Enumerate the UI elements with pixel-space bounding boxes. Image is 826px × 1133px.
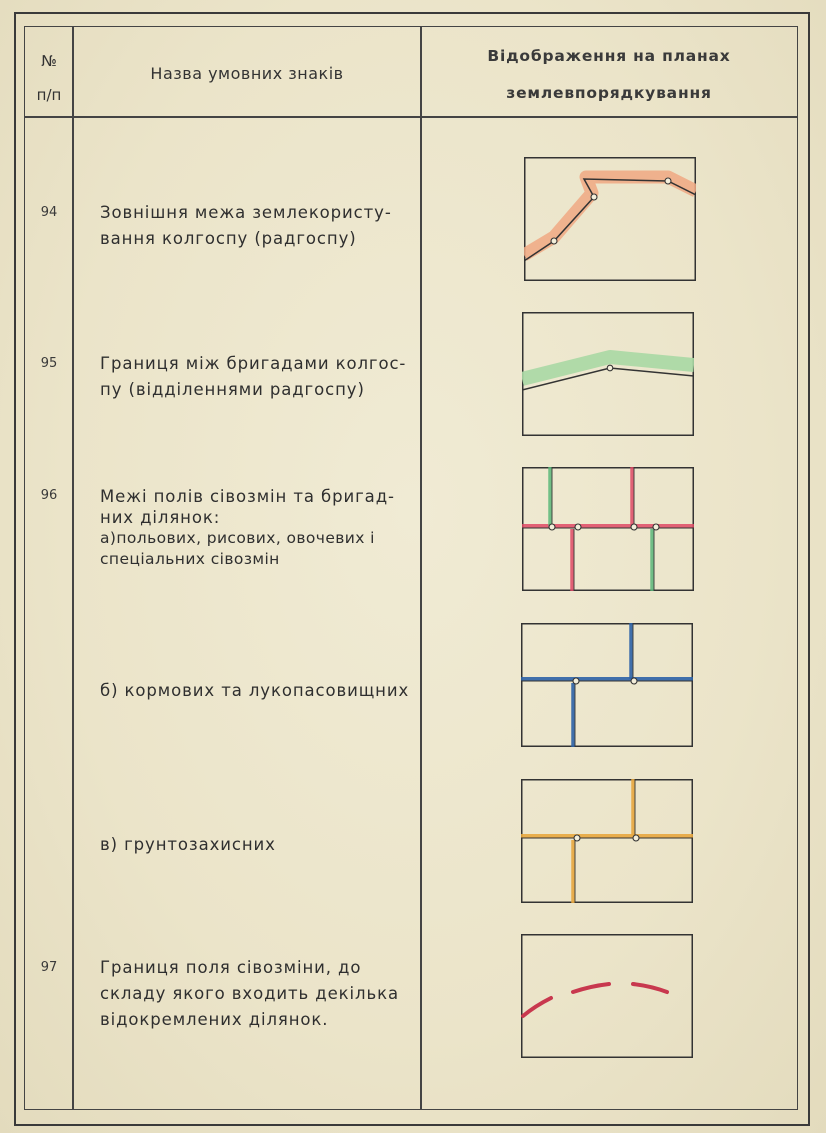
header-number: [26, 44, 72, 112]
row-number-96: 96: [40, 488, 58, 503]
row-text-94: [100, 200, 422, 252]
row-number-95: 95: [40, 356, 58, 371]
row-text-line: б) кормових та лукопасовищних: [100, 681, 410, 700]
row-text-line: складу якого входить декілька: [100, 984, 399, 1003]
row-number-97: 97: [40, 960, 58, 975]
row-text-line: Границя поля сівозміни, до: [100, 958, 362, 977]
row-text-line: спеціальних сівозмін: [100, 550, 280, 568]
header-image-line-1: Відображення на планах: [487, 47, 731, 65]
row-number-94: 94: [40, 205, 58, 220]
row-text-96a: [100, 486, 422, 570]
row-text-line: пу (відділеннями радгоспу): [100, 380, 365, 399]
header-divider: [25, 116, 797, 118]
row-text-95: [100, 351, 422, 403]
header-image: [422, 38, 796, 112]
header-number-sign: №: [41, 52, 57, 70]
row-text-line: Зовнішня межа землекористу-: [100, 203, 392, 222]
row-text-line: а)польових, рисових, овочевих і: [100, 529, 375, 547]
symbol-field-boundaries-c: [521, 779, 693, 903]
header-image-line-2: землевпорядкування: [506, 84, 712, 102]
column-divider-1: [72, 27, 74, 1109]
row-text-line: Границя між бригадами колгос-: [100, 354, 407, 373]
symbol-field-boundaries-a: [522, 467, 694, 591]
row-text-line: них ділянок:: [100, 508, 221, 527]
row-text-line: Межі полів сівозмін та бригад-: [100, 487, 395, 506]
symbol-field-boundaries-b: [521, 623, 693, 747]
symbol-outer-boundary: [524, 157, 696, 281]
row-text-line: вання колгоспу (радгоспу): [100, 229, 357, 248]
header-number-abbrev: п/п: [36, 86, 62, 104]
header-name: Назва умовних знаків: [150, 64, 344, 83]
row-text-96b: [100, 678, 422, 704]
row-text-96c: [100, 832, 422, 858]
symbol-brigade-boundary: [522, 312, 694, 436]
row-text-line: відокремлених ділянок.: [100, 1010, 329, 1029]
row-text-97: [100, 955, 422, 1033]
symbol-dashed-boundary: [521, 934, 693, 1058]
row-text-line: в) грунтозахисних: [100, 835, 276, 854]
